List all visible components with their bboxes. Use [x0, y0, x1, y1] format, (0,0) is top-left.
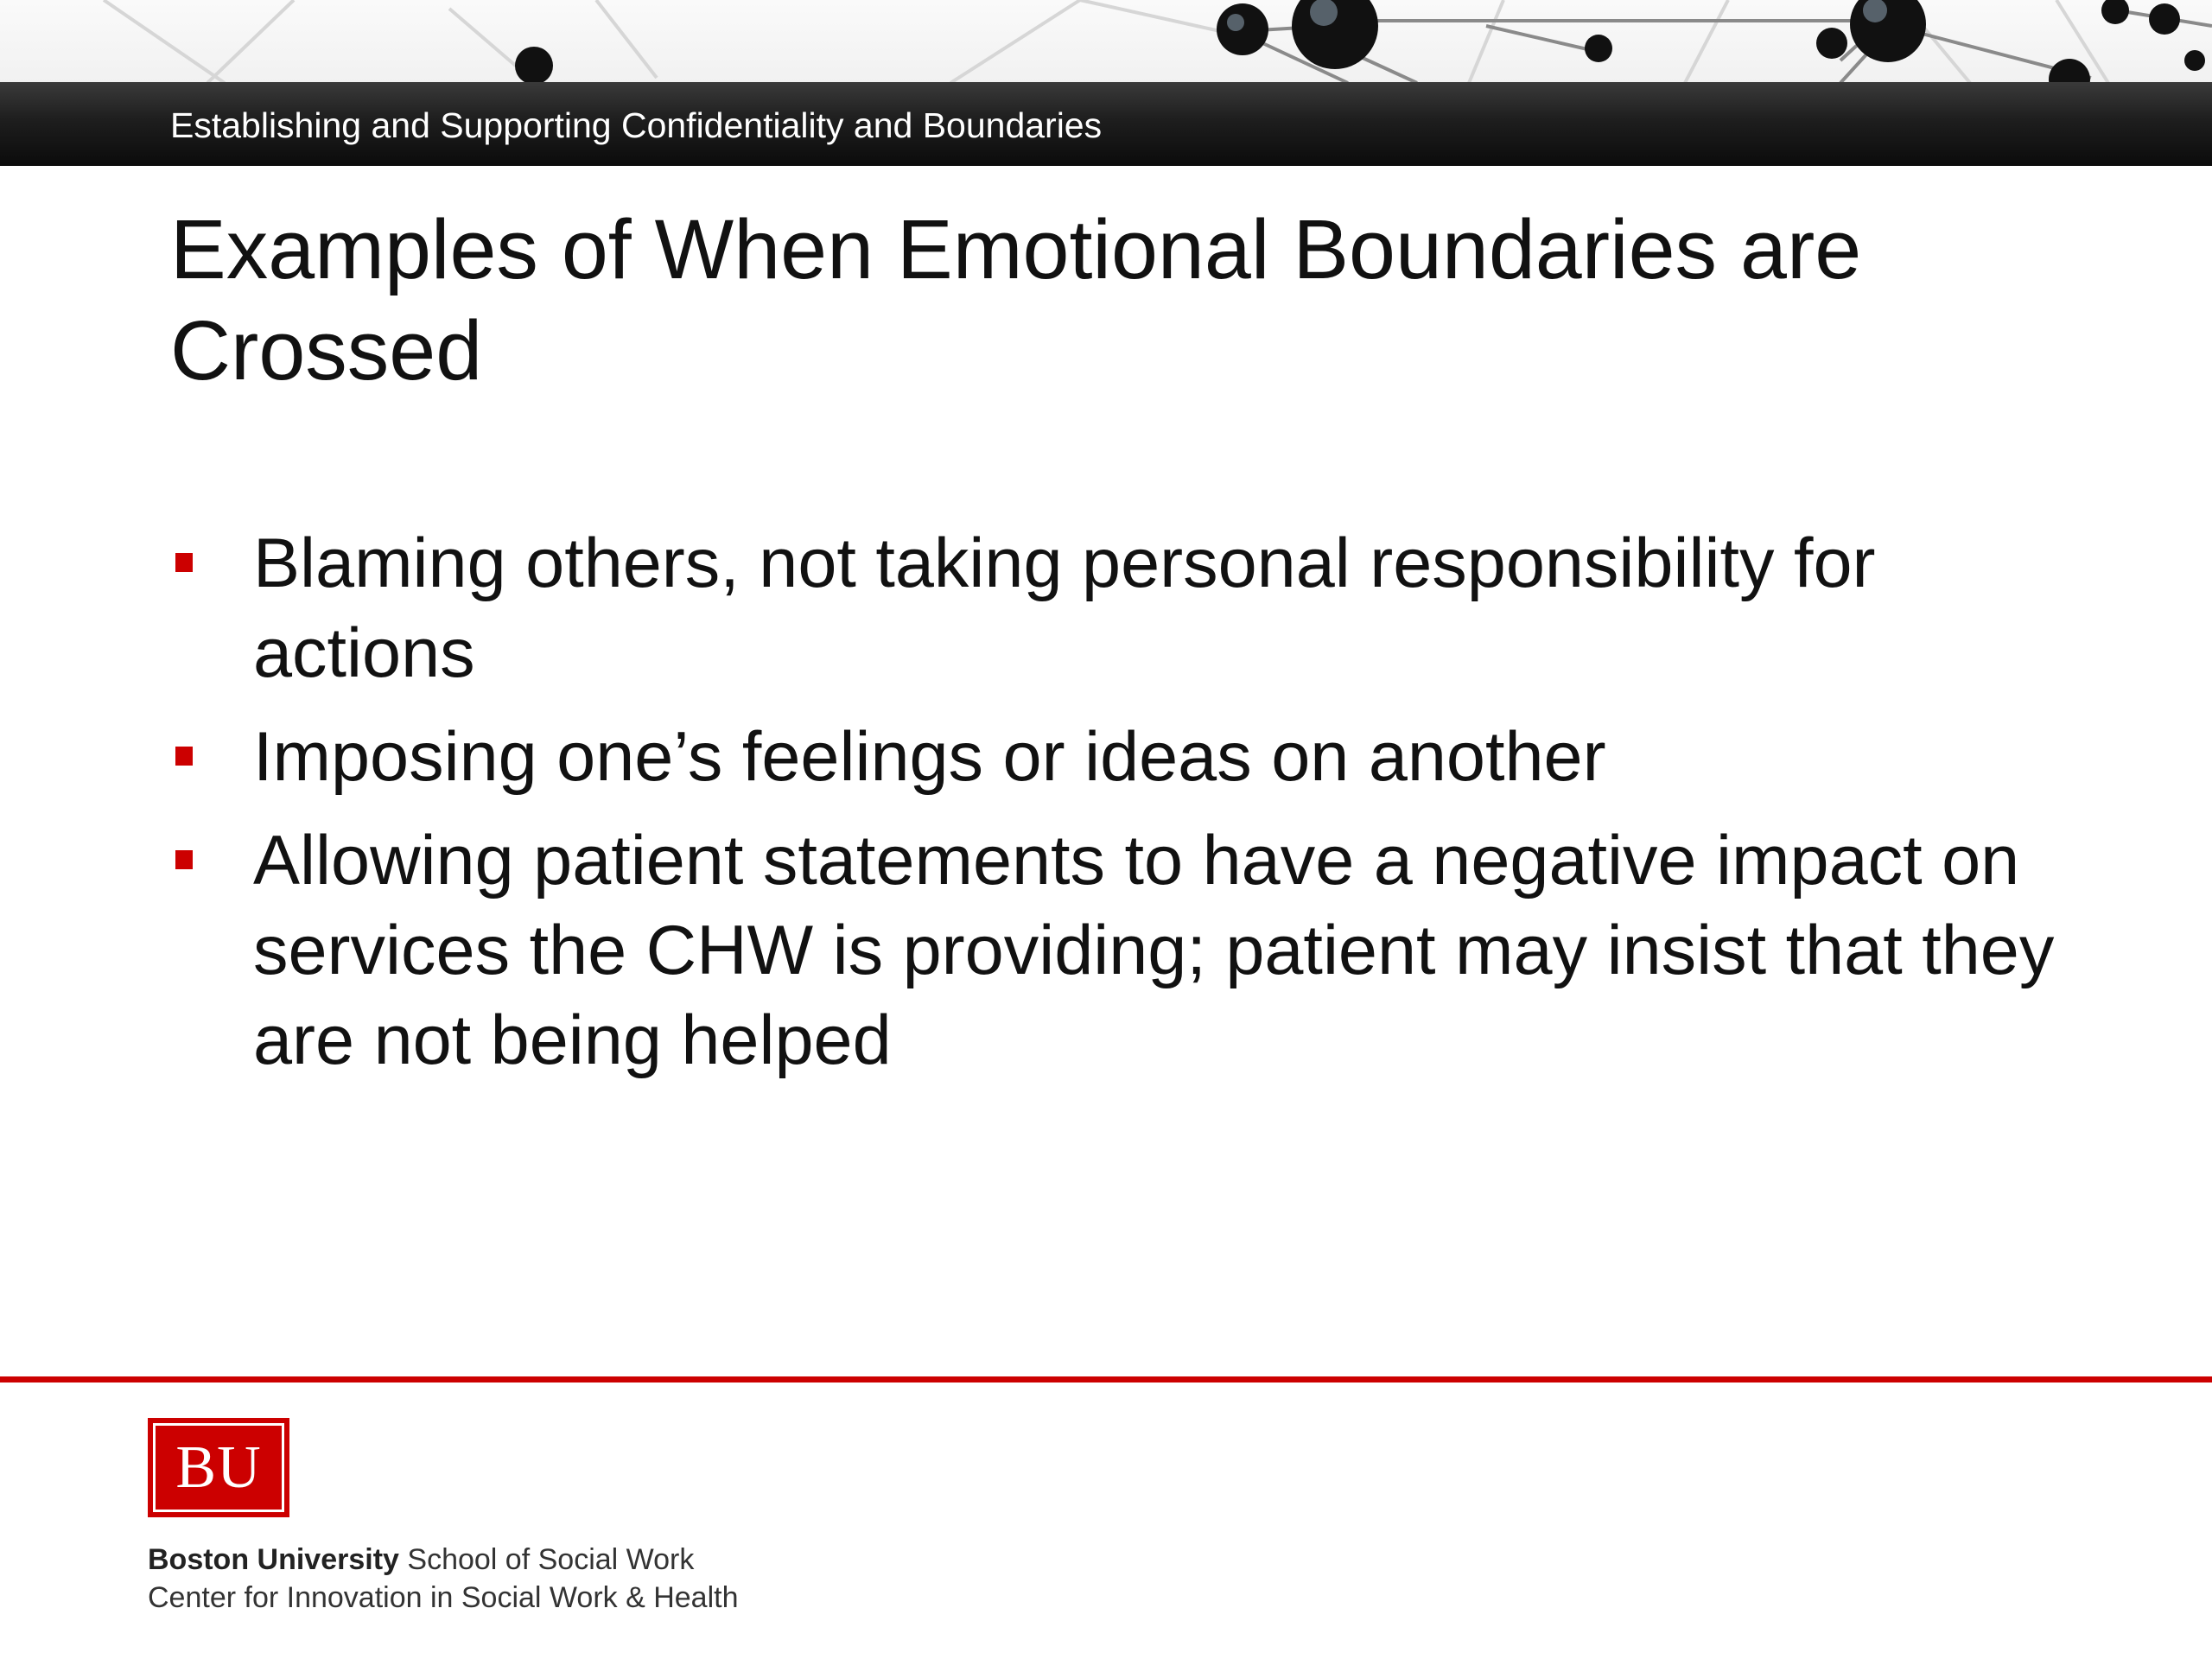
bullet-text: Allowing patient statements to have a negative impact on services the CHW is providing; patient may insist that they are not being helped: [253, 822, 2055, 1079]
bu-logo-text: BU: [153, 1423, 284, 1512]
bullet-text: Blaming others, not taking personal responsibility for actions: [253, 524, 1876, 692]
bullet-item: [170, 816, 2088, 1085]
slide-title: Examples of When Emotional Boundaries are Crossed: [170, 202, 1862, 397]
footer-university-name: Boston University: [148, 1543, 399, 1576]
bullet-item: [170, 712, 2088, 802]
bullet-item: [170, 518, 2088, 698]
molecule-network-graphic: [0, 0, 2212, 83]
footer-school-name: School of Social Work: [398, 1543, 695, 1576]
header-title: Establishing and Supporting Confidentiality and Boundaries: [170, 105, 1103, 145]
red-square-bullet-icon: [175, 747, 193, 766]
footer-divider: [0, 1376, 2212, 1382]
network-banner-image: [0, 0, 2212, 83]
bullet-list: [170, 518, 2088, 1099]
bu-logo: [148, 1418, 289, 1517]
red-square-bullet-icon: [175, 553, 193, 572]
footer-institution: [148, 1541, 694, 1578]
footer-center-name: Center for Innovation in Social Work & Health: [148, 1581, 739, 1614]
red-square-bullet-icon: [175, 850, 193, 869]
bullet-text: Imposing one’s feelings or ideas on another: [253, 718, 1606, 796]
